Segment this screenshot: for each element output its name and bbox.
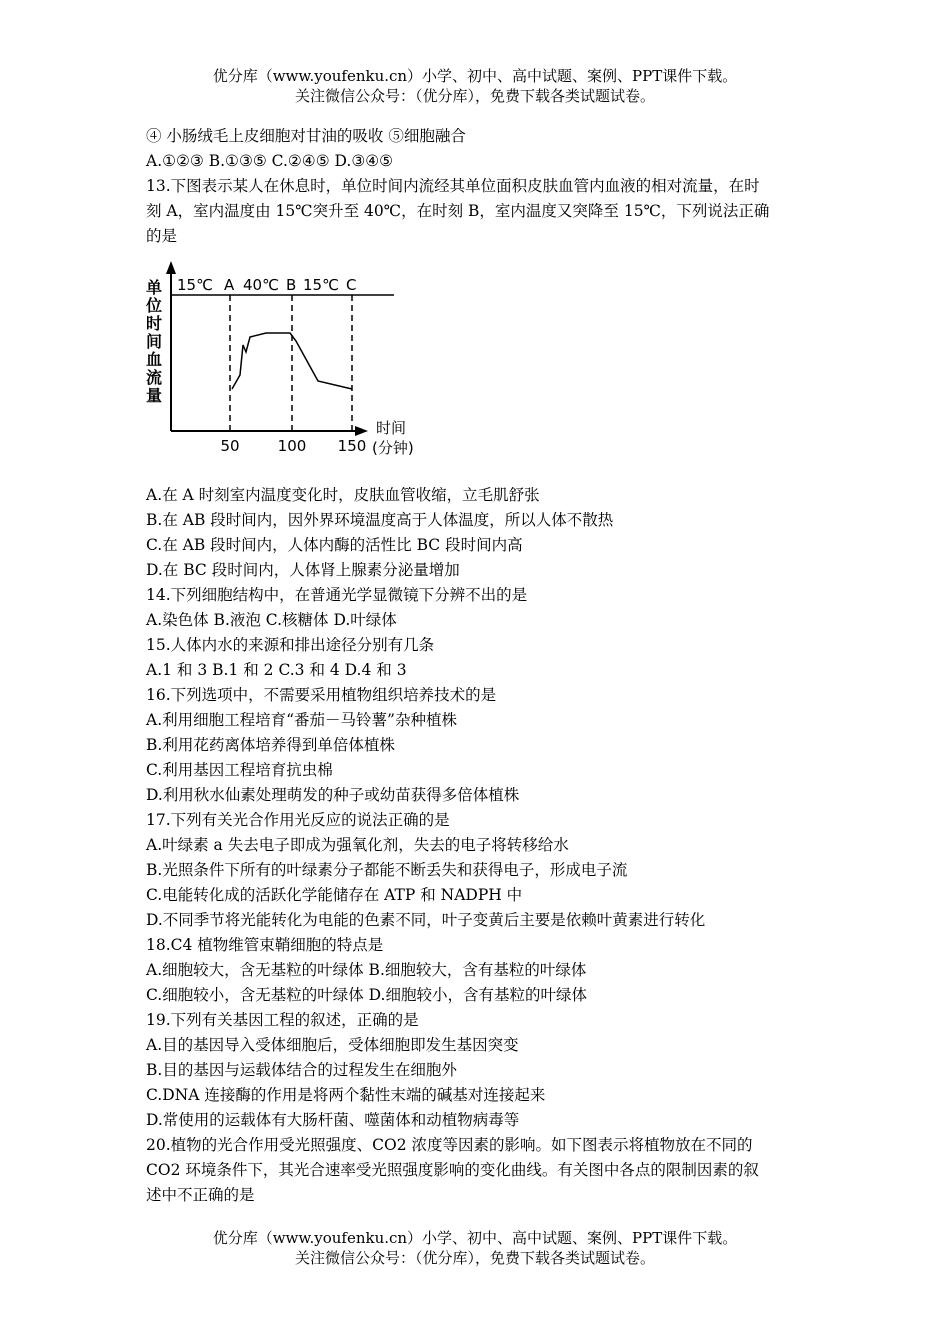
page-header	[0, 66, 950, 106]
header-line-2: 关注微信公众号：（优分库），免费下载各类试题试卷。	[294, 87, 655, 105]
page-content	[146, 124, 816, 1208]
footer-line-1: 优分库（www.youfenku.cn）小学、初中、高中试题、案例、PPT课件下载。	[212, 1229, 738, 1247]
text-line: 17.下列有关光合作用光反应的说法正确的是	[146, 811, 450, 829]
text-line: D.不同季节将光能转化为电能的色素不同，叶子变黄后主要是依赖叶黄素进行转化	[146, 911, 706, 929]
text-line: B.在 AB 段时间内，因外界环境温度高于人体温度，所以人体不散热	[146, 511, 614, 529]
text-line: B.目的基因与运载体结合的过程发生在细胞外	[146, 1061, 457, 1079]
text-line: CO2 环境条件下，其光合速率受光照强度影响的变化曲线。有关图中各点的限制因素的叙	[146, 1161, 759, 1179]
x-axis-label: 时间	[376, 419, 407, 437]
x-tick-label: 150	[337, 437, 367, 455]
text-line: 14.下列细胞结构中，在普通光学显微镜下分辨不出的是	[146, 586, 528, 604]
text-line: A.①②③ B.①③⑤ C.②④⑤ D.③④⑤	[146, 152, 394, 170]
text-line: C.利用基因工程培育抗虫棉	[146, 761, 333, 779]
text-line: A.细胞较大，含无基粒的叶绿体 B.细胞较大，含有基粒的叶绿体	[146, 961, 587, 979]
text-line: A.染色体 B.液泡 C.核糖体 D.叶绿体	[146, 611, 397, 629]
ylabel-char: 时	[146, 314, 163, 333]
questions-block	[146, 483, 816, 1208]
text-line: 16.下列选项中，不需要采用植物组织培养技术的是	[146, 686, 497, 704]
text-line: A.在 A 时刻室内温度变化时，皮肤血管收缩，立毛肌舒张	[146, 486, 540, 504]
text-line: A.目的基因导入受体细胞后，受体细胞即发生基因突变	[146, 1036, 519, 1054]
text-line: 20.植物的光合作用受光照强度、CO2 浓度等因素的影响。如下图表示将植物放在不同的	[146, 1136, 753, 1154]
text-line: C.细胞较小，含无基粒的叶绿体 D.细胞较小，含有基粒的叶绿体	[146, 986, 587, 1004]
text-line: 的是	[146, 227, 178, 245]
text-line: A.1 和 3 B.1 和 2 C.3 和 4 D.4 和 3	[146, 661, 407, 679]
x-axis-unit: (分钟)	[372, 439, 414, 457]
blood-flow-figure	[146, 257, 816, 479]
text-line: C.在 AB 段时间内，人体内酶的活性比 BC 段时间内高	[146, 536, 523, 554]
text-line: 15.人体内水的来源和排出途径分别有几条	[146, 636, 435, 654]
temp-label: 40℃	[243, 276, 279, 294]
y-axis-arrow	[166, 261, 176, 274]
text-line: 刻 A，室内温度由 15℃突升至 40℃，在时刻 B，室内温度又突降至 15℃，下列说法正确	[146, 202, 770, 220]
text-line: 述中不正确的是	[146, 1186, 255, 1204]
ylabel-char: 位	[146, 296, 163, 315]
temp-label: 15℃	[303, 276, 339, 294]
ylabel-char: 单	[146, 278, 163, 297]
ylabel-char: 血	[146, 350, 163, 369]
text-line: D.常使用的运载体有大肠杆菌、噬菌体和动植物病毒等	[146, 1111, 520, 1129]
temp-label: 15℃	[177, 276, 213, 294]
x-tick-label: 100	[277, 437, 307, 455]
text-line: A.叶绿素 a 失去电子即成为强氧化剂，失去的电子将转移给水	[146, 836, 569, 854]
blood-flow-diagram	[146, 257, 466, 479]
footer-line-2: 关注微信公众号：（优分库），免费下载各类试题试卷。	[294, 1249, 655, 1267]
ylabel-char: 量	[146, 386, 163, 405]
x-tick-label: 50	[220, 437, 240, 455]
text-line: C.DNA 连接酶的作用是将两个黏性末端的碱基对连接起来	[146, 1086, 546, 1104]
time-label-a: A	[224, 276, 235, 294]
text-line: B.光照条件下所有的叶绿素分子都能不断丢失和获得电子，形成电子流	[146, 861, 628, 879]
text-line: D.利用秋水仙素处理萌发的种子或幼苗获得多倍体植株	[146, 786, 520, 804]
header-line-1: 优分库（www.youfenku.cn）小学、初中、高中试题、案例、PPT课件下载。	[212, 67, 738, 85]
time-label-c: C	[346, 276, 357, 294]
text-line: C.电能转化成的活跃化学能储存在 ATP 和 NADPH 中	[146, 886, 523, 904]
text-line: 18.C4 植物维管束鞘细胞的特点是	[146, 936, 384, 954]
text-line: B.利用花药离体培养得到单倍体植株	[146, 736, 395, 754]
page-footer	[0, 1228, 950, 1268]
ylabel-char: 流	[146, 368, 163, 387]
text-line: 13.下图表示某人在休息时，单位时间内流经其单位面积皮肤血管内血液的相对流量，在时	[146, 177, 760, 195]
x-axis-arrow	[355, 426, 368, 436]
text-line: ④ 小肠绒毛上皮细胞对甘油的吸收 ⑤细胞融合	[146, 127, 466, 145]
ylabel-char: 间	[146, 332, 163, 351]
text-line: D.在 BC 段时间内，人体肾上腺素分泌量增加	[146, 561, 460, 579]
text-line: A.利用细胞工程培育“番茄－马铃薯”杂种植株	[146, 711, 457, 729]
time-label-b: B	[286, 276, 297, 294]
text-line: 19.下列有关基因工程的叙述，正确的是	[146, 1011, 419, 1029]
